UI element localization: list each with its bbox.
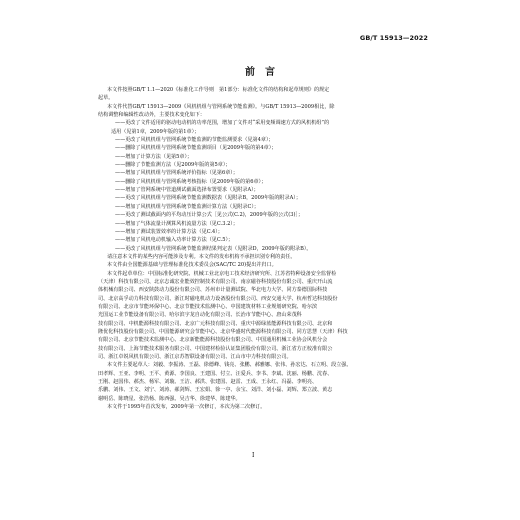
text-line: ——增加了计算方法（见第5章）； — [115, 153, 193, 160]
text-line: 本文件由全国能源基础与管理标准化技术委员会(SAC/TC 20)提出并归口。 — [107, 262, 277, 269]
text-line: ——更改了测试截面内的平均动压计算公式［见公式(C.2)，2009年版的公式(3)］； — [115, 212, 304, 219]
text-line: ——增加了测试装置效率的计算方法（见C.4）； — [115, 228, 223, 235]
text-line: 谢明岳、陈晓星、张浩杨、陈西强、吴吉华、徐建华、陈建华。 — [98, 395, 241, 402]
text-line: 司、北京高孚动力科技有限公司、浙江时磁电机动力设备股份有限公司、西安交通大学、杭州哲达科技股份 — [98, 295, 338, 302]
text-line: 本文件代替GB/T 15913—2009《风机机组与管网系统节能监测》。与GB/T 15913—2009相比，除 — [107, 103, 335, 110]
text-line: 隆优化科技股份有限公司、中国能源研究会节能中心、北京华盛时代能源科技有限公司、同方思慧（天津）科技 — [98, 328, 348, 335]
text-line: 光国运工业节能设备有限公司、哈尔滨宇龙自动化有限公司、长治市节能中心、唐山荣茂科 — [98, 312, 302, 319]
standard-number: GB/T 15913—2022 — [359, 34, 428, 42]
text-line: 有限公司、北京节能技术监测中心、北京新能能源科技股份有限公司、中国通用机械工业协会风机分会 — [98, 337, 328, 344]
text-line: 技有限公司、中机能源科技有限公司、北京广元科技有限公司、重庆中源绿蓝能源科技有限公司、北京和 — [98, 320, 333, 327]
text-line: 王刚、赵国伟、郝杰、杨军、刘璇、王洁、郝洪、张建国、赵雷、王成、王永红、冯磊、李明亮、 — [98, 379, 318, 386]
text-line: 本文件起草单位：中国标准化研究院、机械工业北京电工技术经济研究所、江苏省特种设备安全监督检 — [107, 270, 337, 277]
text-line: 田孝辉、王亚、李明、王平、黄源、李国良、王建国、付立、汪爱兵、李书、李斌、沈丽、杨鹏、沈春、 — [98, 370, 333, 377]
text-line: ——更改了风机机组与管网系统节能监测的节能监测要求（见第4章）； — [115, 137, 274, 144]
text-line: 请注意本文件的某些内容可能涉及专利。本文件的发布机构不承担识别专利的责任。 — [107, 253, 296, 260]
text-line: 本文件于1995年首次发布，2009年第一次修订，本次为第二次修订。 — [107, 404, 266, 411]
text-line: ——增加了气体流量计测算风机流量方法（见C.3.2）； — [115, 220, 238, 227]
foreword-body — [98, 86, 424, 411]
text-line: 起草。 — [98, 95, 114, 102]
text-line: 司、浙江卓锐风机有限公司、浙江京苏智联设备有限公司、江山市中力科技有限公司。 — [98, 354, 292, 360]
text-line: ——更改了风机机组与管网系统节能监测数据表（见附录B，2009年版的附录A）； — [115, 195, 301, 202]
text-line: 适用（见第1章，2009年版的第1章）； — [111, 128, 200, 135]
text-line: 体机械有限公司、西安陕鼓动力股份有限公司、苏州市计量测试院、华北电力大学、同方泰德国际科技 — [98, 287, 328, 294]
text-line: ——增加了风机机组与管网系统节能监测计算方法（见附录C）； — [115, 203, 259, 210]
text-line: ——增加了管网系统中管道测试截面选择布置要求（见附录A）； — [115, 187, 259, 194]
text-line: 结构调整和编辑性改动外，主要技术变化如下： — [98, 112, 205, 119]
text-line: 乐鹏、刘伟、王文、刘宁、刘涛、郝剑辉、王宏娟、徐一亭、余宝、刘洋、刘小磊、刘辉、郑立波、黄志 — [98, 387, 333, 394]
text-line: ——增加了风机电动机输入功率计算方法（见C.5）； — [115, 237, 234, 244]
text-line: ——更改了风机机组与管网系统节能监测结果判定表（见附录D，2009年版的附录B）。 — [115, 245, 312, 252]
text-line: ——删除了风机机组与管网系统考核指标（见2009年版的第6章）； — [115, 178, 267, 185]
text-line: 本文件按照GB/T 1.1—2020《标准化工作导则 第1部分：标准化文件的结构和起草规则》的规定 — [107, 87, 330, 93]
page-number: I — [252, 452, 255, 459]
text-line: 本文件主要起草人：刘毅、李振涛、王磊、徐德峰、钱亮、张鹏、郝雅娜、张伟、孙宏达、石立明、段立强、 — [107, 362, 352, 369]
text-line: ——更改了文件适用的驱动电动机的功率范围，增加了文件对“采用变频调速方式的风机机组”的 — [115, 120, 330, 127]
text-line: 有限公司、北京市节能环保中心、北京节能技术监测中心、中国建筑材料工业规划研究院、哈尔滨 — [98, 303, 318, 310]
text-line: 技有限公司、上海节能技术服务有限公司、中国建材检验认证集团股份有限公司、浙江省方正校准有限公 — [98, 345, 333, 352]
page-title: 前 言 — [245, 67, 275, 78]
text-line: ——增加了风机机组与管网系统评价指标（见第6章）； — [115, 170, 238, 177]
text-line: （天津）科技有限公司、北京志诚宏业能效控制技术有限公司、南京磁谷科技股份有限公司、重庆开山流 — [98, 278, 333, 285]
text-line: ——删除了节能监测方法（见2009年版的第5章）； — [115, 162, 231, 169]
text-line: ——删除了风机机组与管网系统节能监测项目（见2009年版的第4章）； — [115, 145, 277, 152]
